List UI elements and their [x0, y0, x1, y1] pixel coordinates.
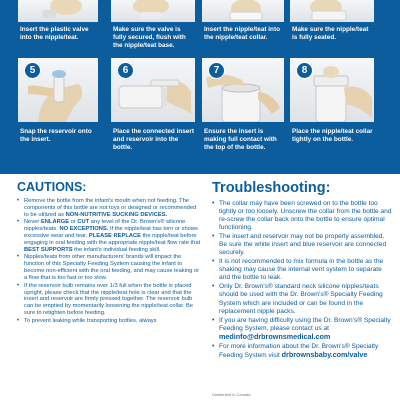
step-2: [111, 0, 195, 54]
distribution-note: Distributed in Canada: [212, 392, 251, 397]
troubleshooting-heading: Troubleshooting:: [212, 180, 331, 196]
bullet-text: NO EXCEPTIONS.: [59, 226, 109, 233]
step-8: [290, 58, 374, 168]
step-3: [202, 0, 284, 54]
bullet-text: For more information about the Dr. Brown's® Specialty Feeding System visit: [219, 342, 379, 359]
caution-item: [17, 254, 202, 282]
step-7: [202, 58, 284, 168]
troubleshooting-item: [212, 233, 392, 257]
bullet-text: Remove the bottle from the infant's mouth when not feeding. The components of this bottle are not toys or designed or recommended to be utilized as: [24, 198, 197, 218]
troubleshooting-list: [212, 200, 392, 360]
step-1-caption: Insert the plastic valve into the nipple/teat.: [20, 26, 89, 42]
bullet-text: BEST SUPPORTS: [24, 246, 73, 253]
bullet-text: any level of the Dr. Brown's® silicone nipples/teats.: [24, 219, 186, 233]
bullet-text: If the reservoir bulb remains over 1/3 full when the bottle is placed upright, please check that the nipple/teat hole is clear and that the insert and reservoir are firmly pressed together. The reservoir bulb can be emptied by momentarily loosening the nipple/teat collar. Be sure to retighten before feeding.: [24, 282, 194, 317]
bullet-text: The insert and reservoir may not be properly assembled. Be sure the white insert and blue reservoir are connected securely.: [219, 233, 387, 257]
step-7-caption: Ensure the insert is making full contact with the top of the bottle.: [204, 128, 277, 152]
contact-link[interactable]: drbrownsbaby.com/valve: [281, 349, 368, 359]
step-1-photo: [18, 0, 98, 22]
troubleshooting-section: [212, 180, 392, 361]
cautions-section: [17, 180, 202, 325]
step-4-caption: Make sure the nipple/teat is fully seated.: [292, 26, 369, 42]
step-8-number: 8: [296, 62, 313, 79]
step-3-caption: Insert the nipple/teat into the nipple/teat collar.: [204, 26, 280, 42]
bullet-text: NON-NUTRITIVE SUCKING DEVICES.: [65, 211, 168, 218]
bullet-text: The collar may have been screwed on to the bottle too tightly or too loosely. Unscrew the collar from the bottle and re-screw the collar back onto the bottle to ensure optimal functioning.: [219, 200, 392, 232]
step-1: [18, 0, 98, 54]
bullet-text: or: [69, 219, 78, 226]
step-7-number: 7: [208, 62, 225, 79]
bullet-text: To prevent leaking while transporting bottles, always: [24, 317, 157, 324]
step-2-photo: [111, 0, 195, 22]
valve-flush-illustration: [111, 0, 195, 22]
troubleshooting-item: [212, 258, 392, 282]
step-5: [18, 58, 98, 168]
collar-insertion-illustration: [202, 0, 284, 22]
cautions-heading: CAUTIONS:: [17, 180, 87, 194]
caution-item: [17, 318, 202, 325]
bullet-text: Nipples/teats from other manufacturers' brands will impact the function of this Specialty Feeding System causing the infant to become non-efficient with the oral feeding, and may cause leaking or a flow that is too fast or too slow.: [24, 254, 200, 282]
bullet-text: PLEASE REPLACE: [88, 233, 141, 240]
step-6-number: 6: [117, 62, 134, 79]
step-8-caption: Place the nipple/teat collar tightly on the bottle.: [292, 128, 373, 144]
bullet-text: CUT: [77, 219, 90, 226]
valve-insertion-illustration: [18, 0, 98, 22]
troubleshooting-item: [212, 317, 392, 342]
troubleshooting-item: [212, 200, 392, 232]
bullet-text: ENLARGE: [40, 219, 70, 226]
step-4-photo: [290, 0, 374, 22]
bullet-text: Only Dr. Brown's® standard neck silicone nipples/teats should be used with the Dr. Brown's® Specialty Feeding System which are included or can be found in the replacement nipple packs.: [219, 283, 383, 315]
step-6-caption: Place the connected insert and reservoir into the bottle.: [113, 128, 194, 152]
step-2-caption: Make sure the valve is fully secured, flush with the nipple/teat base.: [113, 26, 186, 50]
step-3-photo: [202, 0, 284, 22]
troubleshooting-item: [212, 283, 392, 315]
caution-item: [17, 198, 202, 219]
caution-item: [17, 219, 202, 254]
step-6: [111, 58, 195, 168]
step-5-number: 5: [24, 62, 41, 79]
bullet-text: If you are having difficulty using the Dr. Brown's® Specialty Feeding System, please contact us at: [219, 316, 391, 332]
bullet-text: the infant's individual feeding skill.: [72, 246, 161, 253]
step-4: [290, 0, 374, 54]
troubleshooting-item: [212, 343, 392, 360]
caution-item: [17, 283, 202, 318]
nipple-seated-illustration: [290, 0, 374, 22]
step-5-caption: Snap the reservoir onto the insert.: [20, 128, 92, 144]
cautions-list: [17, 198, 202, 325]
contact-link[interactable]: medinfo@drbrownsmedical.com: [219, 331, 331, 341]
bullet-text: Never: [24, 219, 41, 226]
bullet-text: If the nipple/teat has torn or shows excessive wear and tear,: [24, 226, 198, 240]
bullet-text: It is not recommended to mix formula in the bottle as the shaking may cause the internal vent system to separate and the bottle to leak.: [219, 258, 384, 282]
bullet-text: the nipple/teat before engaging in oral feeding with the appropriate nipple/teat flow rate that: [24, 233, 201, 247]
instruction-steps-panel: [0, 0, 400, 174]
